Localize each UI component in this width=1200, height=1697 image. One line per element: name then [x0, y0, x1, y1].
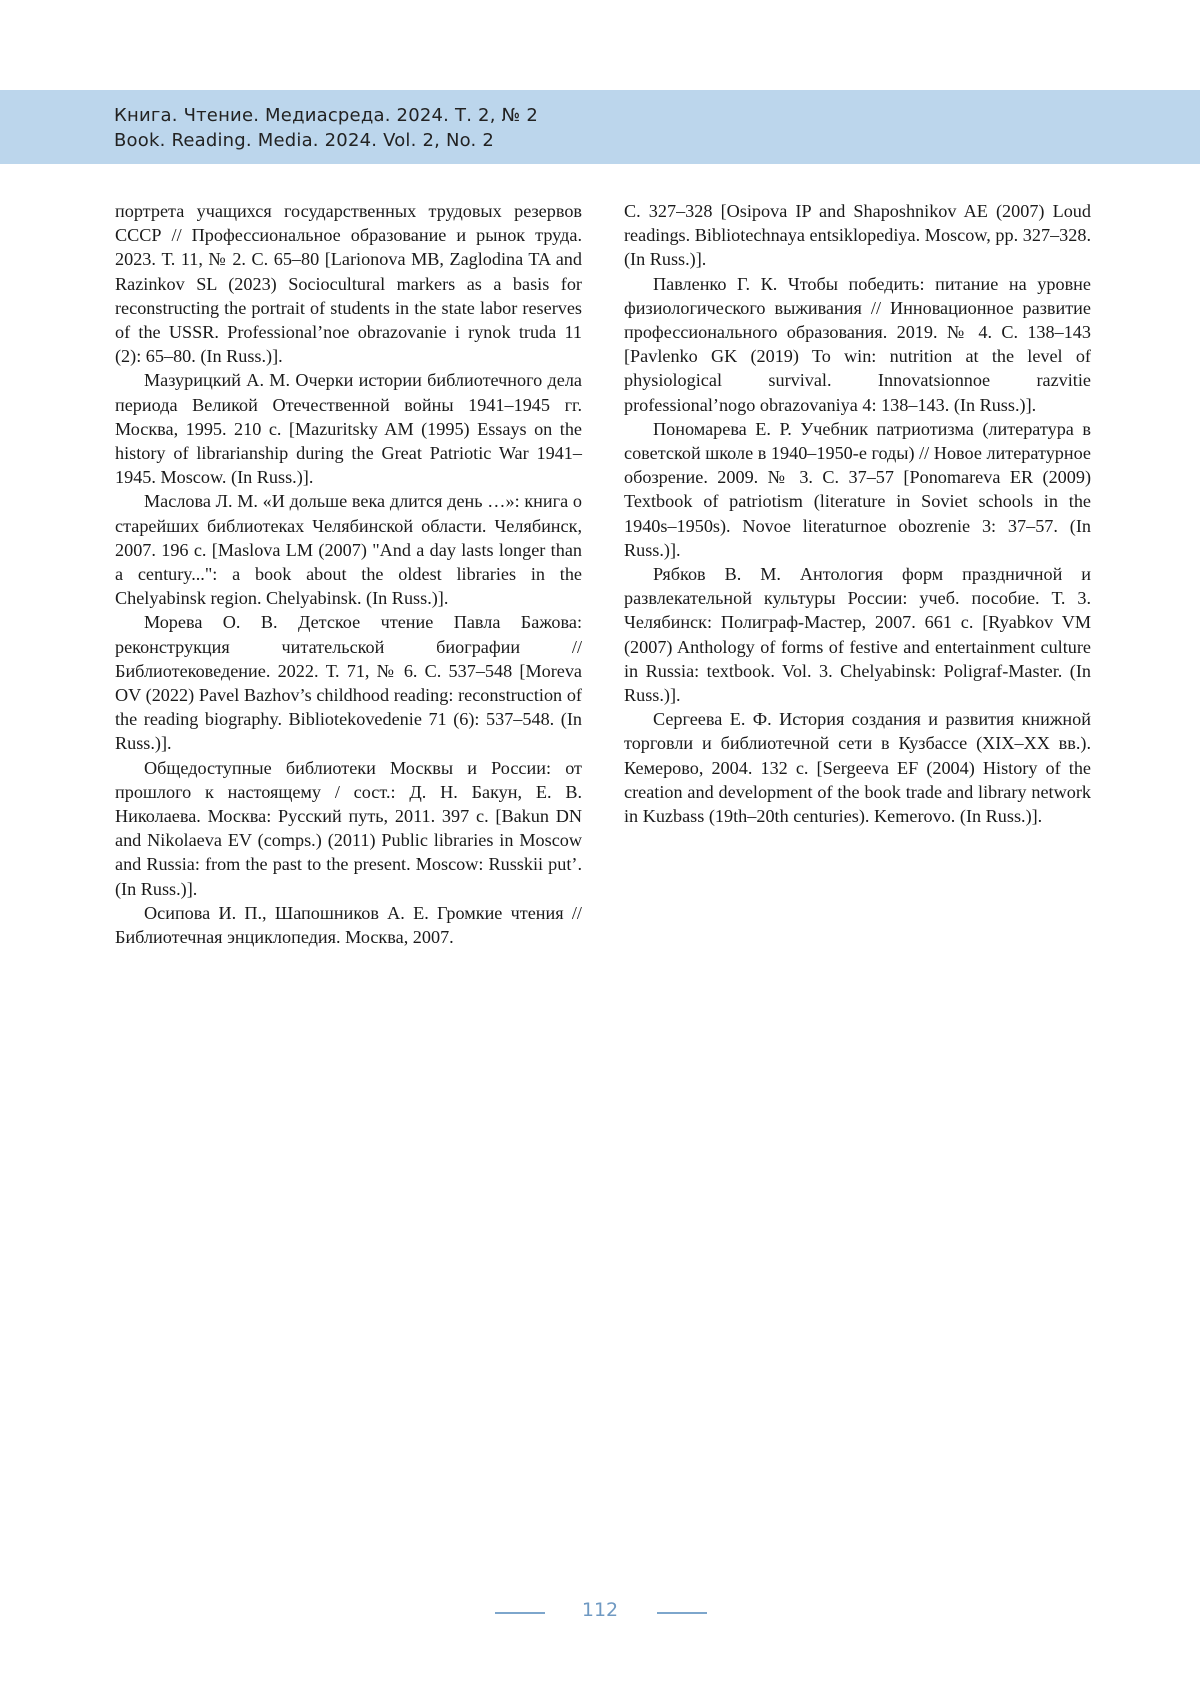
page-footer: [0, 1597, 1200, 1627]
reference-entry: Пономарева Е. Р. Учебник патриотизма (литература в советской школе в 1940–1950-е годы) // Новое литературное обозрение. 2009. № 3. С. 37–57 [Ponomareva ER (2009) Textbook of patriotism (literature in Soviet schools in the 1940s–1950s). Novoe literaturnoe obozrenie 3: 37–57. (In Russ.)].: [624, 418, 1091, 560]
reference-entry: Сергеева Е. Ф. История создания и развития книжной торговли и библиотечной сети в Кузбассе (XIX–XX вв.). Кемерово, 2004. 132 с. [Sergeeva EF (2004) History of the creation and development of the book trade and library network in Kuzbass (19th–20th centuries). Kemerovo. (In Russ.)].: [624, 709, 1091, 827]
reference-entry: Общедоступные библиотеки Москвы и России: от прошлого к настоящему / сост.: Д. Н. Бакун, Е. В. Николаева. Москва: Русский путь, 2011. 397 с. [Bakun DN and Nikolaeva EV (comps.) (2011) Public libraries in Moscow and Russia: from the past to the present. Moscow: Russkii put’. (In Russ.)].: [115, 757, 582, 899]
journal-title-en: Book. Reading. Media. 2024. Vol. 2, No. 2: [114, 130, 495, 151]
footer-rule-left: [495, 1612, 545, 1614]
references-left-column: [115, 199, 582, 949]
journal-title-ru: Книга. Чтение. Медиасреда. 2024. Т. 2, № 2: [114, 105, 539, 126]
footer-rule-right: [657, 1612, 707, 1614]
reference-entry: Морева О. В. Детское чтение Павла Бажова: реконструкция читательской биографии // Библиотековедение. 2022. Т. 71, № 6. С. 537–548 [Moreva OV (2022) Pavel Bazhov’s childhood reading: reconstruction of the reading biography. Bibliotekovedenie 71 (6): 537–548. (In Russ.)].: [115, 612, 582, 754]
reference-entry: Мазурицкий А. М. Очерки истории библиотечного дела периода Великой Отечественной войны 1941–1945 гг. Москва, 1995. 210 с. [Mazuritsky AM (1995) Essays on the history of librarianship during the Great Patriotic War 1941–1945. Moscow. (In Russ.)].: [115, 370, 582, 488]
reference-entry: Рябков В. М. Антология форм праздничной и развлекательной культуры России: учеб. пособие. Т. 3. Челябинск: Полиграф-Мастер, 2007. 661 с. [Ryabkov VM (2007) Anthology of forms of festive and entertainment culture in Russia: textbook. Vol. 3. Chelyabinsk: Poligraf-Master. (In Russ.)].: [624, 564, 1091, 706]
reference-entry: Маслова Л. М. «И дольше века длится день …»: книга о старейших библиотеках Челябинской области. Челябинск, 2007. 196 с. [Maslova LM (2007) "And a day lasts longer than a century...": a book about the oldest libraries in the Chelyabinsk region. Chelyabinsk. (In Russ.)].: [115, 491, 582, 609]
references-right-column: [624, 199, 1091, 828]
reference-entry: Осипова И. П., Шапошников А. Е. Громкие чтения // Библиотечная энциклопедия. Москва, 2007.: [115, 902, 582, 948]
reference-entry: Павленко Г. К. Чтобы победить: питание на уровне физиологического выживания // Инновационное развитие профессионального образования. 2019. № 4. С. 138–143 [Pavlenko GK (2019) To win: nutrition at the level of physiological survival. Innovatsionnoe razvitie professional’nogo obrazovaniya 4: 138–143. (In Russ.)].: [624, 273, 1091, 415]
reference-continuation: портрета учащихся государственных трудовых резервов СССР // Профессиональное образование и рынок труда. 2023. Т. 11, № 2. С. 65–80 [Larionova MB, Zaglodina TA and Razinkov SL (2023) Sociocultural markers as a basis for reconstructing the portrait of students in the state labor reserves of the USSR. Professional’noe obrazovanie i rynok truda 11 (2): 65–80. (In Russ.)].: [115, 201, 582, 367]
page-number: 112: [581, 1599, 619, 1621]
reference-continuation: С. 327–328 [Osipova IP and Shaposhnikov AE (2007) Loud readings. Bibliotechnaya entsiklopediya. Moscow, pp. 327–328. (In Russ.)].: [624, 201, 1091, 270]
journal-header: [114, 103, 538, 153]
